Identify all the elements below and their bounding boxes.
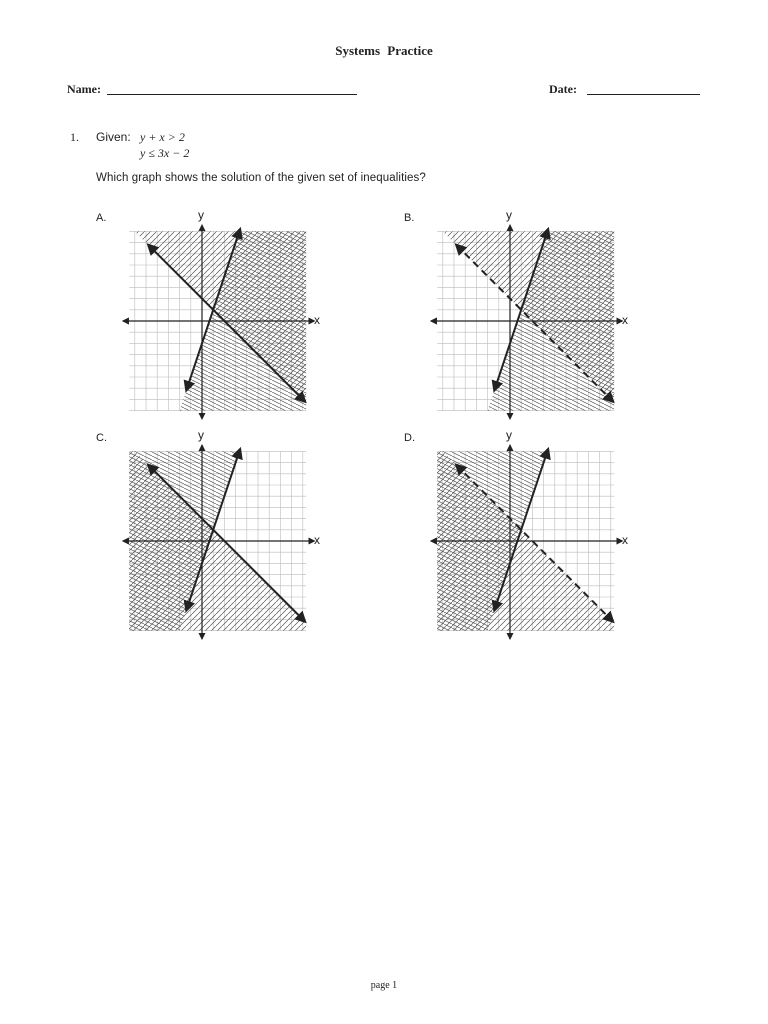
question-prompt: Which graph shows the solution of the given set of inequalities? [96,172,426,184]
option-c-label: C. [96,432,107,444]
option-d-graph[interactable] [428,440,628,640]
name-label: Name: [67,82,101,96]
date-field[interactable] [587,94,700,95]
option-d-y-label: y [506,428,512,442]
option-b-label: B. [404,212,415,224]
date-label: Date: [549,82,577,96]
option-b-y-label: y [506,208,512,222]
option-a-label: A. [96,212,107,224]
option-d-x-label: x [622,533,628,547]
option-c-x-label: x [314,533,320,547]
option-c-graph[interactable] [120,440,320,640]
inequality-1: y + x > 2 [140,130,185,144]
question-number: 1. [70,130,79,144]
option-a-x-label: x [314,313,320,327]
option-a-graph[interactable] [120,220,320,420]
option-a-y-label: y [198,208,204,222]
option-d-label: D. [404,432,415,444]
page-title: Systems Practice [335,43,433,58]
inequality-2: y ≤ 3x − 2 [140,146,190,160]
page-number: page 1 [370,980,398,991]
option-b-x-label: x [622,313,628,327]
name-field[interactable] [107,94,357,95]
option-b-graph[interactable] [428,220,628,420]
given-label: Given: [96,130,131,144]
option-c-y-label: y [198,428,204,442]
